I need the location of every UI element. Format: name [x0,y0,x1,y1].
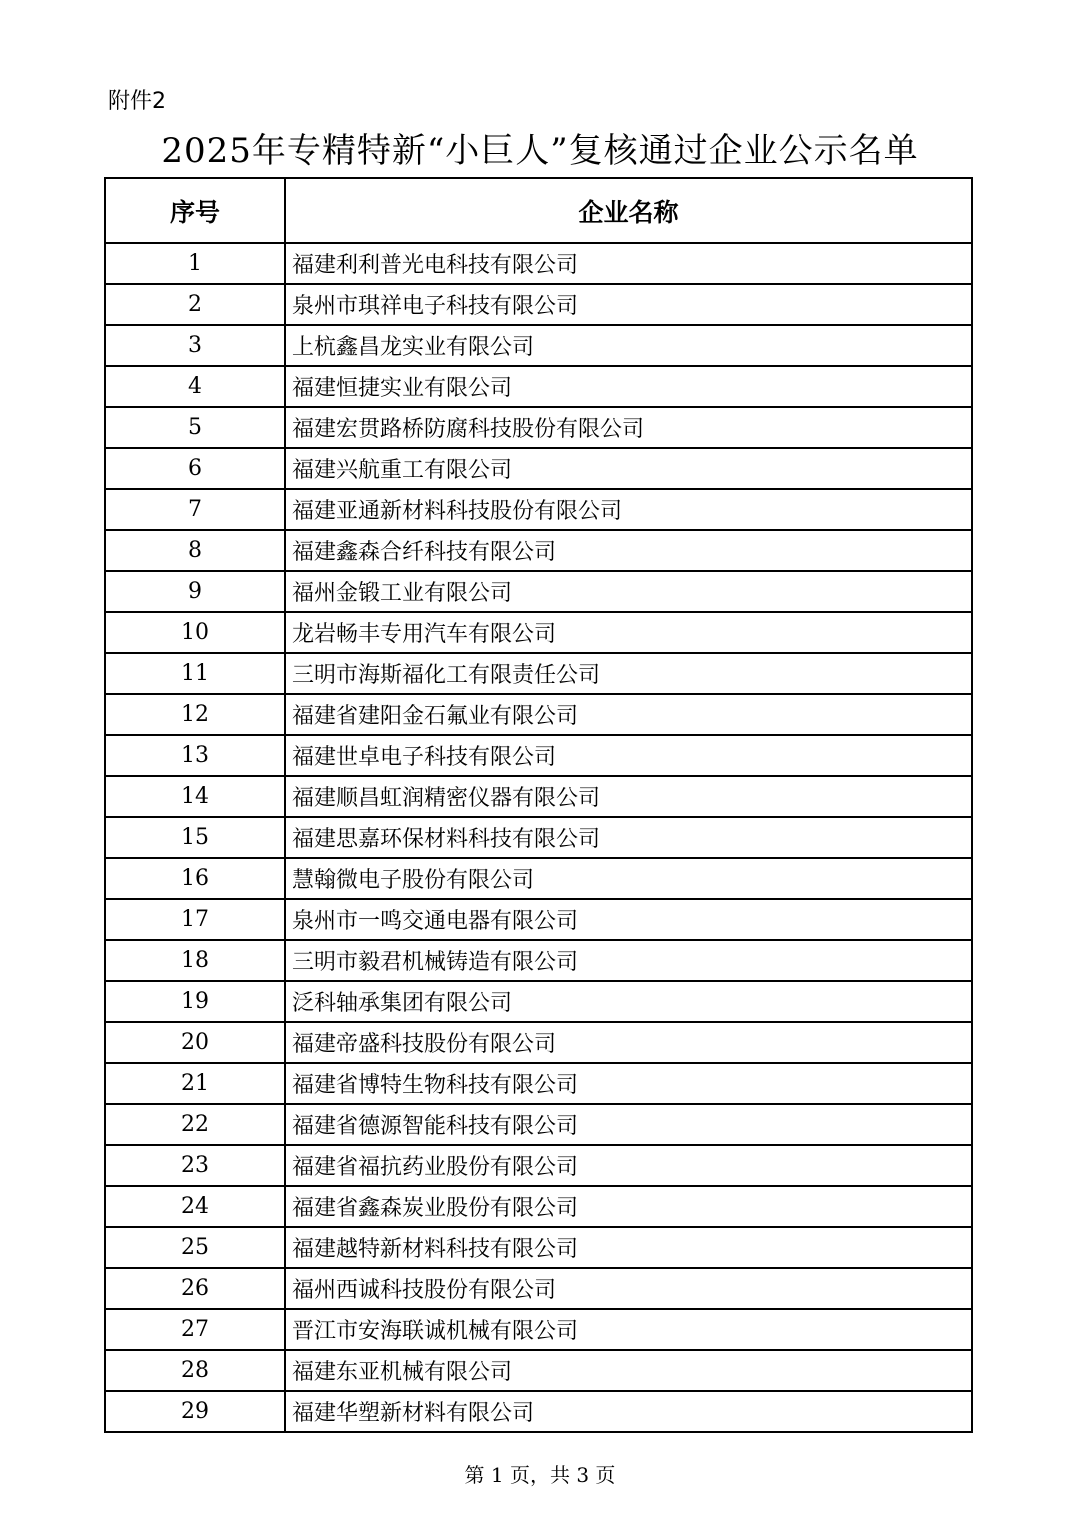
serial-number-cell: 7 [105,489,285,530]
serial-number-cell: 1 [105,243,285,284]
table-row [105,1350,972,1391]
enterprise-name-cell: 慧翰微电子股份有限公司 [285,858,972,899]
enterprise-name-cell: 福建恒捷实业有限公司 [285,366,972,407]
table-row [105,612,972,653]
table-row [105,1063,972,1104]
serial-number-cell: 26 [105,1268,285,1309]
enterprise-name-cell: 福建越特新材料科技有限公司 [285,1227,972,1268]
serial-number-cell: 21 [105,1063,285,1104]
table-row [105,858,972,899]
table-row [105,694,972,735]
serial-number-cell: 29 [105,1391,285,1432]
serial-number-cell: 10 [105,612,285,653]
table-row [105,407,972,448]
table-row [105,325,972,366]
serial-number-cell: 23 [105,1145,285,1186]
table-row [105,1309,972,1350]
serial-number-cell: 15 [105,817,285,858]
enterprise-name-cell: 福建亚通新材料科技股份有限公司 [285,489,972,530]
enterprise-name-cell: 福建省德源智能科技有限公司 [285,1104,972,1145]
table-row [105,1104,972,1145]
enterprise-name-cell: 福建省福抗药业股份有限公司 [285,1145,972,1186]
serial-number-cell: 13 [105,735,285,776]
table-row [105,653,972,694]
enterprise-name-cell: 三明市海斯福化工有限责任公司 [285,653,972,694]
table-row [105,571,972,612]
table-row [105,530,972,571]
serial-number-cell: 12 [105,694,285,735]
table-row [105,1186,972,1227]
table-row [105,735,972,776]
serial-number-cell: 20 [105,1022,285,1063]
serial-number-cell: 24 [105,1186,285,1227]
serial-number-cell: 11 [105,653,285,694]
enterprise-name-cell: 福建思嘉环保材料科技有限公司 [285,817,972,858]
serial-number-cell: 4 [105,366,285,407]
serial-number-cell: 25 [105,1227,285,1268]
serial-number-cell: 14 [105,776,285,817]
enterprise-name-cell: 福建利利普光电科技有限公司 [285,243,972,284]
header-enterprise-name: 企业名称 [285,178,972,243]
serial-number-cell: 22 [105,1104,285,1145]
enterprise-name-cell: 福州金锻工业有限公司 [285,571,972,612]
enterprise-name-cell: 福建世卓电子科技有限公司 [285,735,972,776]
table-row [105,448,972,489]
serial-number-cell: 19 [105,981,285,1022]
enterprise-name-cell: 上杭鑫昌龙实业有限公司 [285,325,972,366]
enterprise-name-cell: 福建兴航重工有限公司 [285,448,972,489]
serial-number-cell: 27 [105,1309,285,1350]
enterprise-name-cell: 泉州市琪祥电子科技有限公司 [285,284,972,325]
enterprise-name-cell: 福建东亚机械有限公司 [285,1350,972,1391]
serial-number-cell: 3 [105,325,285,366]
serial-number-cell: 6 [105,448,285,489]
serial-number-cell: 17 [105,899,285,940]
table-header-row [105,178,972,243]
serial-number-cell: 9 [105,571,285,612]
serial-number-cell: 16 [105,858,285,899]
serial-number-cell: 18 [105,940,285,981]
table-row [105,366,972,407]
table-row [105,1145,972,1186]
header-serial-number: 序号 [105,178,285,243]
enterprise-name-cell: 福建华塑新材料有限公司 [285,1391,972,1432]
enterprise-name-cell: 泉州市一鸣交通电器有限公司 [285,899,972,940]
table-row [105,489,972,530]
table-row [105,1227,972,1268]
enterprise-name-cell: 福建宏贯路桥防腐科技股份有限公司 [285,407,972,448]
table-row [105,899,972,940]
enterprise-name-cell: 福建鑫森合纤科技有限公司 [285,530,972,571]
table-row [105,1022,972,1063]
serial-number-cell: 2 [105,284,285,325]
page-title: 2025年专精特新“小巨人”复核通过企业公示名单 [161,131,919,171]
enterprise-name-cell: 福州西诚科技股份有限公司 [285,1268,972,1309]
table-row [105,776,972,817]
table-body [105,243,972,1432]
serial-number-cell: 8 [105,530,285,571]
table-row [105,940,972,981]
enterprise-name-cell: 泛科轴承集团有限公司 [285,981,972,1022]
attachment-label: 附件2 [108,89,166,114]
table-row [105,243,972,284]
enterprise-name-cell: 三明市毅君机械铸造有限公司 [285,940,972,981]
table-row [105,284,972,325]
table-row [105,981,972,1022]
enterprise-name-cell: 福建帝盛科技股份有限公司 [285,1022,972,1063]
enterprise-name-cell: 福建省博特生物科技有限公司 [285,1063,972,1104]
serial-number-cell: 5 [105,407,285,448]
enterprise-name-cell: 福建顺昌虹润精密仪器有限公司 [285,776,972,817]
table-row [105,1268,972,1309]
serial-number-cell: 28 [105,1350,285,1391]
table-row [105,1391,972,1432]
table-row [105,817,972,858]
enterprise-name-cell: 晋江市安海联诚机械有限公司 [285,1309,972,1350]
enterprise-name-cell: 福建省建阳金石氟业有限公司 [285,694,972,735]
page-footer: 第 1 页，共 3 页 [464,1463,616,1487]
enterprise-table [104,177,973,1433]
enterprise-name-cell: 龙岩畅丰专用汽车有限公司 [285,612,972,653]
enterprise-name-cell: 福建省鑫森炭业股份有限公司 [285,1186,972,1227]
